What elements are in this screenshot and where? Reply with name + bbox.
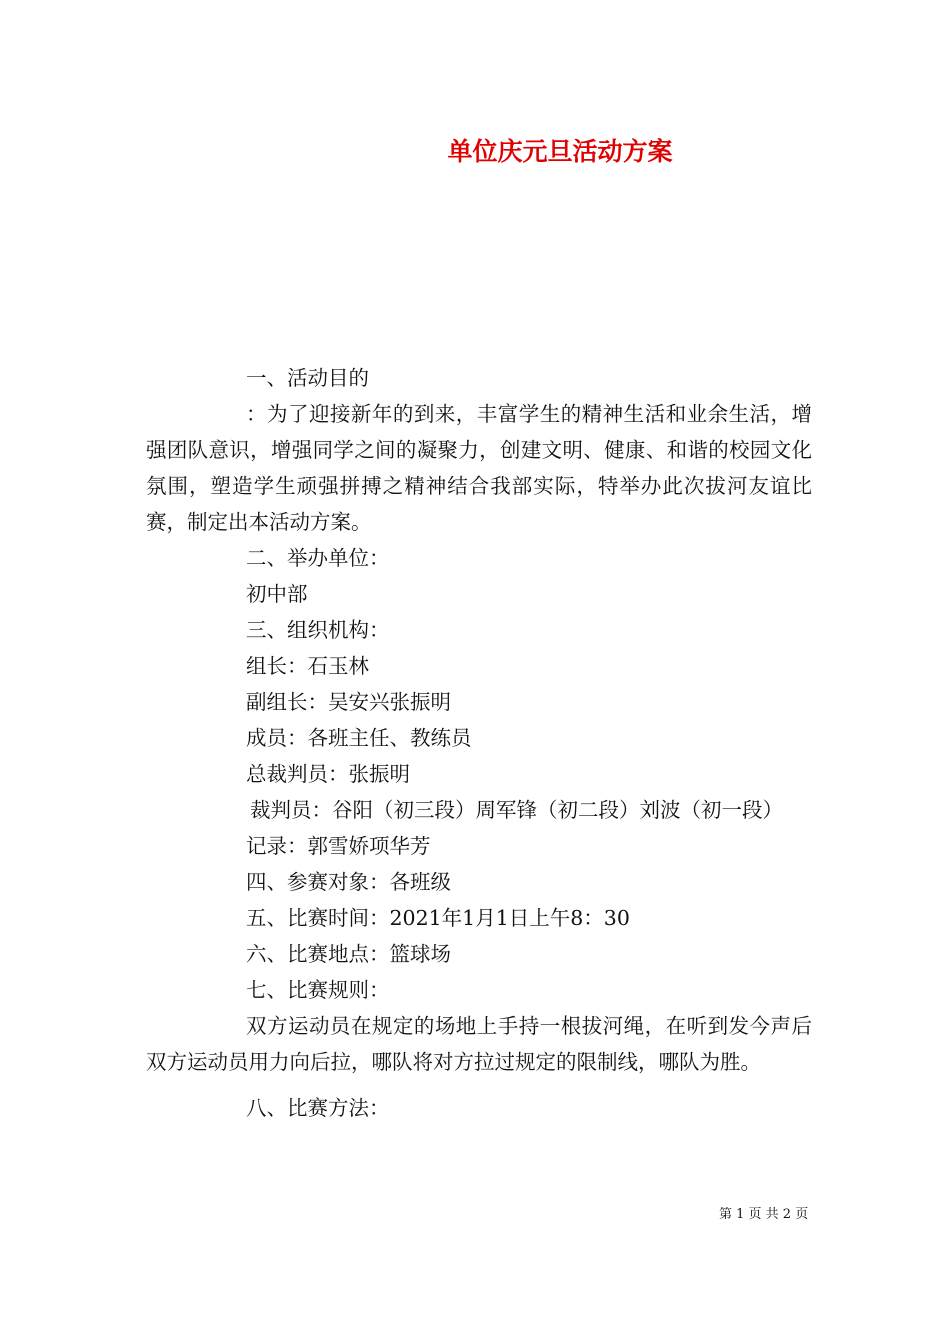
- section-time: 五、比赛时间：2021年1月1日上午8：30: [246, 906, 630, 930]
- org-members: 成员：各班主任、教练员: [246, 726, 472, 750]
- section-rules-text: 双方运动员在规定的场地上手持一根拔河绳，在听到发今声后双方运动员用力向后拉，哪队将对方拉过规定的限制线，哪队为胜。: [146, 1014, 812, 1074]
- document-body: [146, 360, 812, 1126]
- section-host-heading: 二、举办单位：: [246, 546, 390, 570]
- section-venue: 六、比赛地点：篮球场: [246, 942, 451, 966]
- org-referees: 裁判员：谷阳（初三段）周军锋（初二段）刘波（初一段）: [250, 798, 783, 822]
- paragraph-gap: [146, 1080, 812, 1090]
- section-method-heading: 八、比赛方法：: [246, 1096, 390, 1120]
- page-footer: 第 1 页 共 2 页: [719, 1207, 809, 1222]
- org-deputy-leader: 副组长：吴安兴张振明: [246, 690, 451, 714]
- section-org-heading: 三、组织机构：: [246, 618, 390, 642]
- section-rules-heading: 七、比赛规则：: [246, 978, 390, 1002]
- section-purpose-text: ：为了迎接新年的到来，丰富学生的精神生活和业余生活，增强团队意识，增强同学之间的凝聚力，创建文明、健康、和谐的校园文化氛围，塑造学生顽强拼搏之精神结合我部实际，特举办此次拔河友谊比赛，制定出本活动方案。: [146, 402, 812, 534]
- org-leader: 组长：石玉林: [246, 654, 369, 678]
- section-host-value: 初中部: [246, 582, 308, 606]
- org-chief-referee: 总裁判员：张振明: [246, 762, 410, 786]
- org-recorder: 记录：郭雪娇项华芳: [246, 834, 431, 858]
- section-purpose-heading: 一、活动目的: [246, 366, 369, 390]
- section-participants: 四、参赛对象：各班级: [246, 870, 451, 894]
- document-title: 单位庆元旦活动方案: [447, 137, 673, 166]
